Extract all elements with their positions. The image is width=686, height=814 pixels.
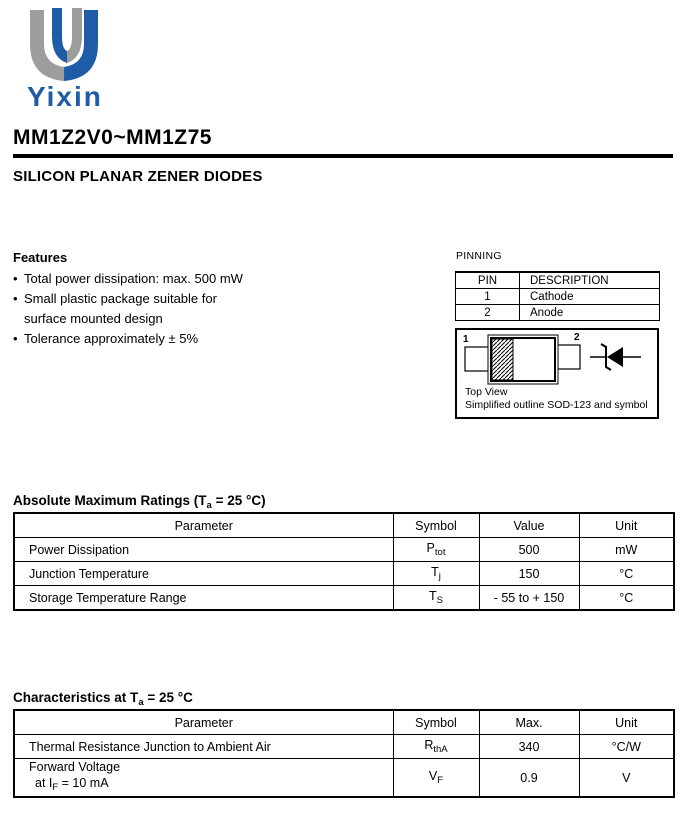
- pin1-label: 1: [463, 334, 469, 345]
- col-unit: Unit: [579, 710, 674, 735]
- col-symbol: Symbol: [393, 513, 479, 538]
- value-cell: 0.9: [479, 759, 579, 798]
- heading-suffix: = 25 °C: [143, 690, 193, 705]
- feature-item: [13, 269, 393, 289]
- yixin-logo: [24, 6, 144, 111]
- title-rule: [13, 154, 673, 158]
- symbol-cell: [393, 538, 479, 562]
- col-parameter: Parameter: [14, 513, 393, 538]
- symbol-cell: [393, 562, 479, 586]
- col-unit: Unit: [579, 513, 674, 538]
- value-cell: 150: [479, 562, 579, 586]
- feature-item: [13, 289, 393, 309]
- page-subtitle: SILICON PLANAR ZENER DIODES: [13, 168, 263, 185]
- feature-text: surface mounted design: [24, 311, 163, 326]
- logo-u-inner-right: [67, 8, 82, 63]
- parameter-cell: [14, 759, 393, 798]
- unit-cell: °C/W: [579, 735, 674, 759]
- col-symbol: Symbol: [393, 710, 479, 735]
- col-parameter: Parameter: [14, 710, 393, 735]
- characteristics-heading: [13, 690, 193, 708]
- symbol-sub: j: [438, 571, 441, 582]
- table-header-row: [14, 513, 674, 538]
- table-row: [456, 289, 660, 305]
- table-row: [14, 538, 674, 562]
- features-heading: Features: [13, 250, 68, 265]
- pin-number: 2: [456, 305, 520, 321]
- heading-subscript: a: [138, 697, 144, 708]
- symbol-sub: F: [437, 775, 444, 786]
- symbol-cell: [393, 759, 479, 798]
- features-section: [13, 250, 393, 349]
- feature-text: Tolerance approximately ± 5%: [24, 331, 199, 346]
- parameter-cell: Storage Temperature Range: [14, 586, 393, 611]
- pin-description: Anode: [520, 305, 660, 321]
- symbol-main: V: [428, 769, 438, 783]
- pinning-heading: PINNING: [456, 250, 502, 262]
- parameter-cell: Junction Temperature: [14, 562, 393, 586]
- pin-description: Cathode: [520, 289, 660, 305]
- value-cell: - 55 to + 150: [479, 586, 579, 611]
- condition-prefix: at I: [35, 776, 53, 790]
- table-row: [14, 586, 674, 611]
- abs-max-heading: [13, 493, 266, 511]
- parameter-line1: Forward Voltage: [29, 760, 121, 774]
- lead-1: [465, 347, 489, 371]
- feature-text: Total power dissipation: max. 500 mW: [24, 271, 243, 286]
- unit-cell: °C: [579, 586, 674, 611]
- caption-outline: Simplified outline SOD-123 and symbol: [465, 399, 648, 411]
- pinning-header-row: [456, 272, 660, 289]
- feature-item: [13, 329, 393, 349]
- zener-diode-symbol-icon: [590, 344, 641, 370]
- symbol-sub: thA: [433, 744, 448, 755]
- symbol-sub: tot: [434, 547, 446, 558]
- value-cell: 340: [479, 735, 579, 759]
- page-title: MM1Z2V0~MM1Z75: [13, 126, 212, 149]
- characteristics-table: [13, 709, 675, 798]
- symbol-main: T: [431, 565, 439, 579]
- table-row: [14, 735, 674, 759]
- symbol-main: P: [426, 541, 435, 555]
- heading-suffix: = 25 °C): [211, 493, 266, 508]
- parameter-cell: Thermal Resistance Junction to Ambient Air: [14, 735, 393, 759]
- table-row: [14, 759, 674, 798]
- symbol-main: R: [424, 738, 434, 752]
- condition-sub: F: [52, 782, 59, 793]
- heading-prefix: Absolute Maximum Ratings (T: [13, 493, 207, 508]
- bullet: •: [13, 331, 18, 346]
- logo-brand-text: Yixin: [27, 81, 103, 111]
- symbol-cell: [393, 586, 479, 611]
- parameter-cell: Power Dissipation: [14, 538, 393, 562]
- col-max: Max.: [479, 710, 579, 735]
- table-row: [14, 562, 674, 586]
- unit-cell: V: [579, 759, 674, 798]
- pin-number: 1: [456, 289, 520, 305]
- bullet: •: [13, 291, 18, 306]
- logo-u-inner-left: [52, 8, 67, 63]
- heading-prefix: Characteristics at T: [13, 690, 139, 705]
- feature-item-continuation: [13, 309, 393, 329]
- pin2-label: 2: [574, 332, 580, 343]
- pinning-table: [455, 271, 660, 321]
- table-header-row: [14, 710, 674, 735]
- symbol-cell: [393, 735, 479, 759]
- table-row: [456, 305, 660, 321]
- unit-cell: °C: [579, 562, 674, 586]
- caption-top-view: Top View: [465, 386, 508, 398]
- package-caption: [465, 386, 648, 412]
- package-outline-box: [455, 328, 659, 419]
- pinning-col-description: DESCRIPTION: [520, 272, 660, 289]
- cathode-band: [492, 339, 513, 380]
- value-cell: 500: [479, 538, 579, 562]
- condition-suffix: = 10 mA: [58, 776, 109, 790]
- bullet: •: [13, 271, 18, 286]
- feature-text: Small plastic package suitable for: [24, 291, 217, 306]
- parameter-line2: [29, 775, 393, 796]
- col-value: Value: [479, 513, 579, 538]
- lead-2: [556, 345, 580, 369]
- pinning-col-pin: PIN: [456, 272, 520, 289]
- symbol-sub: S: [436, 595, 443, 606]
- symbol-main: T: [429, 589, 437, 603]
- heading-subscript: a: [206, 500, 212, 511]
- abs-max-table: [13, 512, 675, 611]
- unit-cell: mW: [579, 538, 674, 562]
